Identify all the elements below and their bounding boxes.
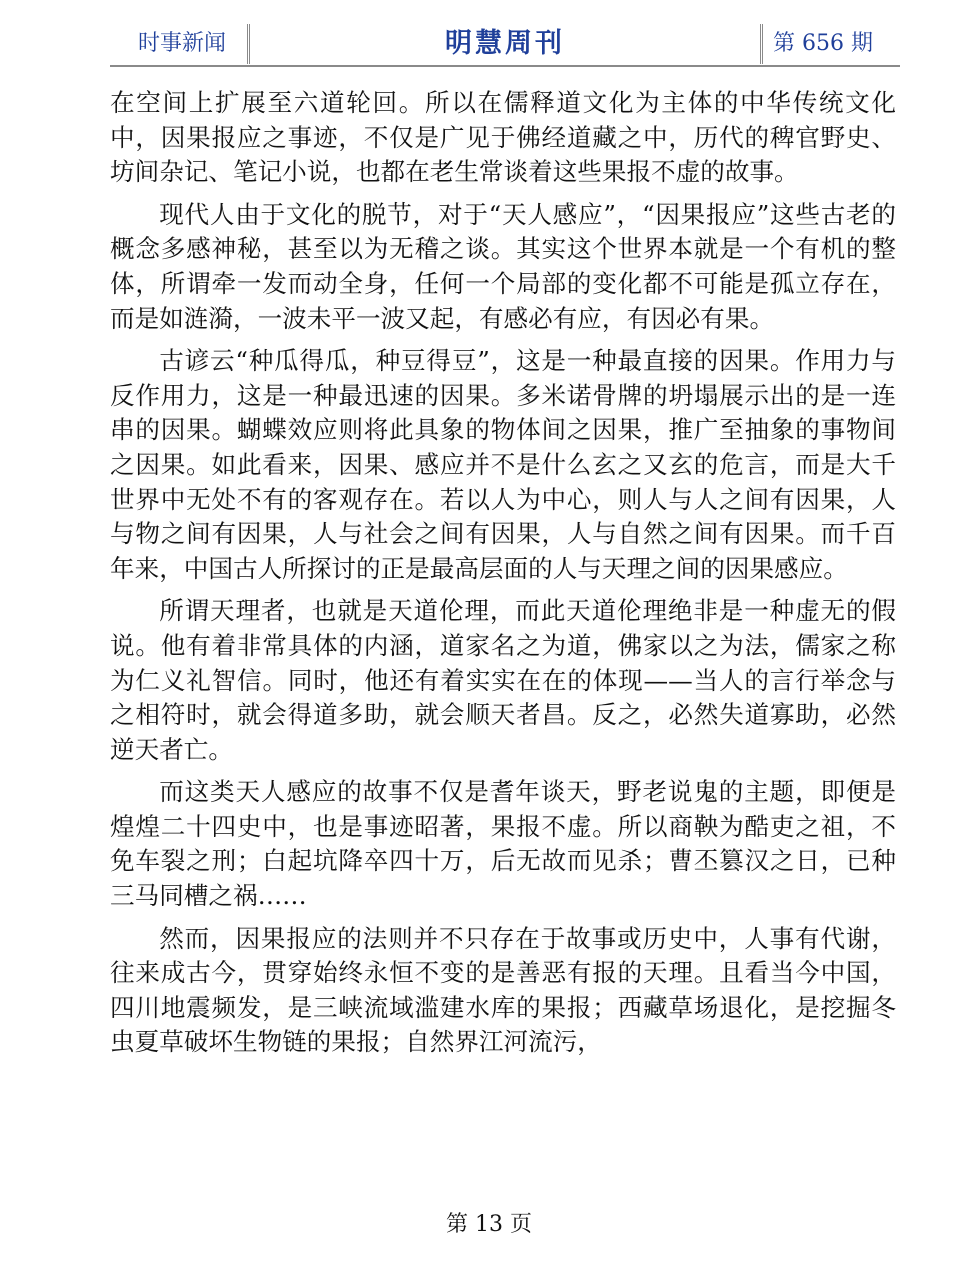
section-name: 时事新闻: [110, 24, 250, 64]
paragraph: 然而，因果报应的法则并不只存在于故事或历史中，人事有代谢，往来成古今，贯穿始终永恒不变的是善恶有报的天理。且看当今中国，四川地震频发，是三峡流域滥建水库的果报；西藏草场退化，是挖掘冬虫夏草破坏生物链的果报；自然界江河流污，: [110, 923, 896, 1057]
issue-number: 第 656 期: [760, 24, 900, 64]
paragraph: 所谓天理者，也就是天道伦理，而此天道伦理绝非是一种虚无的假说。他有着非常具体的内涵，道家名之为道，佛家以之为法，儒家之称为仁义礼智信。同时，他还有着实实在在的体现——当人的言行举念与之相符时，就会得道多助，就会顺天者昌。反之，必然失道寡助，必然逆天者亡。: [110, 596, 896, 764]
publication-title: 明慧周刊: [445, 28, 565, 59]
header-rule: [110, 65, 900, 67]
paragraph: 古谚云“种瓜得瓜，种豆得豆”，这是一种最直接的因果。作用力与反作用力，这是一种最迅速的因果。多米诺骨牌的坍塌展示出的是一连串的因果。蝴蝶效应则将此具象的物体间之因果，推广至抽象的事物间之因果。如此看来，因果、感应并不是什么玄之又玄的危言，而是大千世界中无处不有的客观存在。若以人为中心，则人与人之间有因果，人与物之间有因果，人与社会之间有因果，人与自然之间有因果。而千百年来，中国古人所探讨的正是最高层面的人与天理之间的因果感应。: [110, 346, 896, 583]
article-body: [110, 86, 896, 1060]
page-number: 第 13 页: [446, 1212, 532, 1237]
paragraph: 现代人由于文化的脱节，对于“天人感应”，“因果报应”这些古老的概念多感神秘，甚至以为无稽之谈。其实这个世界本就是一个有机的整体，所谓牵一发而动全身，任何一个局部的变化都不可能是孤立存在，而是如涟漪，一波未平一波又起，有感必有应，有因必有果。: [110, 199, 896, 333]
paragraph: 在空间上扩展至六道轮回。所以在儒释道文化为主体的中华传统文化中，因果报应之事迹，不仅是广见于佛经道藏之中，历代的稗官野史、坊间杂记、笔记小说，也都在老生常谈着这些果报不虚的故事。: [110, 88, 896, 187]
paragraph: 而这类天人感应的故事不仅是耆年谈天，野老说鬼的主题，即便是煌煌二十四史中，也是事迹昭著，果报不虚。所以商鞅为酷吏之祖，不免车裂之刑；白起坑降卒四十万，后无故而见杀；曹丕篡汉之日，已种三马同槽之祸……: [110, 777, 896, 911]
page-header: [110, 24, 900, 68]
